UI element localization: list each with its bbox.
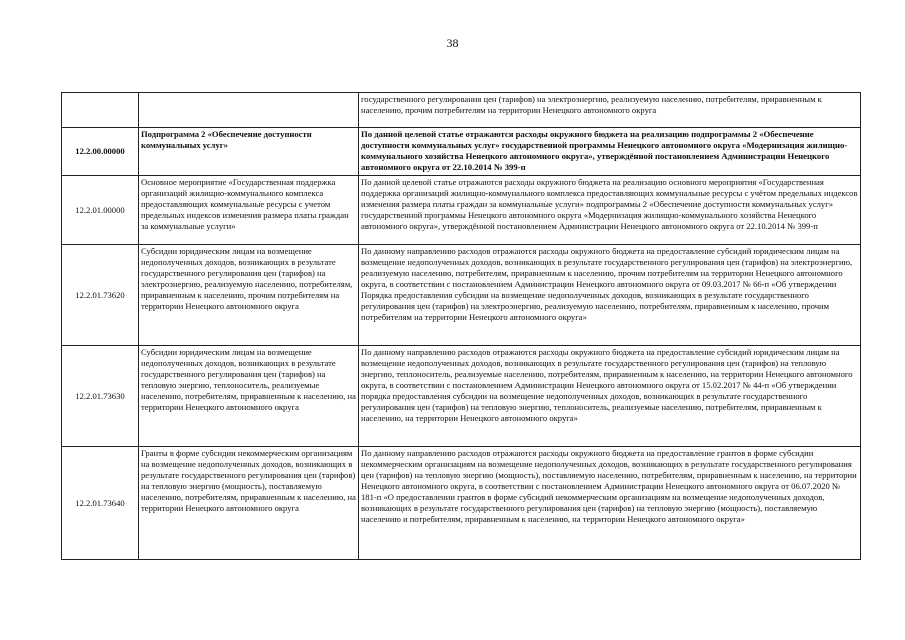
page-number: 38 <box>446 36 459 50</box>
table-row <box>62 176 861 245</box>
table-row <box>62 447 861 560</box>
name-cell <box>139 93 359 128</box>
name-cell: Субсидии юридическим лицам на возмещение недополученных доходов, возникающих в результате государственного регулирования цен (тарифов) на электроэнергию, реализуемую населению, потребителям, приравненным к населению, прочим потребителям на территории Ненецкого автономного округа <box>139 245 359 346</box>
description-cell: государственного регулирования цен (тарифов) на электроэнергию, реализуемую населению, потребителям, приравненным к населению, прочим потребителям на территории Ненецкого автономного округа <box>359 93 861 128</box>
table-row <box>62 93 861 128</box>
budget-classification-table <box>61 92 861 560</box>
description-cell: По данному направлению расходов отражаются расходы окружного бюджета на предоставление субсидий юридическим лицам на возмещение недополученных доходов, возникающих в результате государственного регулирования цен (тарифов) на электроэнергию, реализуемую населению, потребителям, приравненным к населению, прочим потребителям на территории Ненецкого автономного округа, в соответствии с постановлением Администрации Ненецкого автономного округа от 09.03.2017 № 66-п «Об утверждении Порядка предоставления субсидии на возмещение недополученных доходов, возникающих в результате государственного регулирования цен (тарифов) на электроэнергию, реализуемую населению, потребителям, приравненным к населению, прочим потребителям на территории Ненецкого автономного округа» <box>359 245 861 346</box>
description-cell: По данному направлению расходов отражаются расходы окружного бюджета на предоставление грантов в форме субсидии некоммерческим организациям на возмещение недополученных доходов, возникающих в результате государственного регулирования цен (тарифов) на тепловую энергию (мощность), поставляемую населению, потребителям, приравненным к населению, на территории Ненецкого автономного округа, в соответствии с постановлением Администрации Ненецкого автономного округа от 06.07.2020 № 181-п «О предоставлении грантов в форме субсидий некоммерческим организациям на возмещение недополученных доходов, возникающих в результате государственного регулирования цен (тарифов) на тепловую энергию (мощность), поставляемую населению и потребителям, приравненным к населению, на территории Ненецкого автономного округа» <box>359 447 861 560</box>
code-cell: 12.2.01.73630 <box>62 346 139 447</box>
code-cell: 12.2.01.73640 <box>62 447 139 560</box>
code-cell <box>62 93 139 128</box>
table-row <box>62 245 861 346</box>
name-cell: Основное мероприятие «Государственная поддержка организаций жилищно-коммунального комплекса предоставляющих коммунальные ресурсы с учетом предельных индексов изменения размера платы граждан за коммунальные услуги» <box>139 176 359 245</box>
code-cell: 12.2.01.00000 <box>62 176 139 245</box>
name-cell: Подпрограмма 2 «Обеспечение доступности коммунальных услуг» <box>139 128 359 176</box>
description-cell: По данному направлению расходов отражаются расходы окружного бюджета на предоставление субсидий юридическим лицам на возмещение недополученных доходов, возникающих в результате государственного регулирования цен (тарифов) на тепловую энергию, теплоноситель, реализуемые населению, потребителям, приравненным к населению, на территории Ненецкого автономного округа, в соответствии с постановлением Администрации Ненецкого автономного округа от 15.02.2017 № 44-п «Об утверждении порядка предоставления субсидии на возмещение недополученных доходов, возникающих в результате государственного регулирования цен (тарифов) на тепловую энергию, теплоноситель, реализуемые населению, потребителям, приравненным к населению, на территории Ненецкого автономного округа» <box>359 346 861 447</box>
code-cell: 12.2.01.73620 <box>62 245 139 346</box>
description-cell: По данной целевой статье отражаются расходы окружного бюджета на реализацию подпрограммы 2 «Обеспечение доступности коммунальных услуг» государственной программы Ненецкого автономного округа «Модернизация жилищно-коммунального хозяйства Ненецкого автономного округа», утверждённой постановлением Администрации Ненецкого автономного округа от 22.10.2014 № 399-п <box>359 128 861 176</box>
table-row <box>62 128 861 176</box>
table-row <box>62 346 861 447</box>
name-cell: Гранты в форме субсидии некоммерческим организациям на возмещение недополученных доходов, возникающих в результате государственного регулирования цен (тарифов) на тепловую энергию (мощность), поставляемую населению, потребителям, приравненным к населению, на территории Ненецкого автономного округа <box>139 447 359 560</box>
code-cell: 12.2.00.00000 <box>62 128 139 176</box>
description-cell: По данной целевой статье отражаются расходы окружного бюджета на реализацию основного мероприятия «Государственная поддержка организаций жилищно-коммунального комплекса предоставляющих коммунальные ресурсы с учётом предельных индексов изменения размера платы граждан за коммунальные услуги» подпрограммы 2 «Обеспечение доступности коммунальных услуг» государственной программы Ненецкого автономного округа «Модернизация жилищно-коммунального хозяйства Ненецкого автономного округа», утверждённой постановлением Администрации Ненецкого автономного округа от 22.10.2014 № 399-п <box>359 176 861 245</box>
name-cell: Субсидии юридическим лицам на возмещение недополученных доходов, возникающих в результате государственного регулирования цен (тарифов) на тепловую энергию, теплоноситель, реализуемые населению, потребителям, приравненным к населению, на территории Ненецкого автономного округа <box>139 346 359 447</box>
